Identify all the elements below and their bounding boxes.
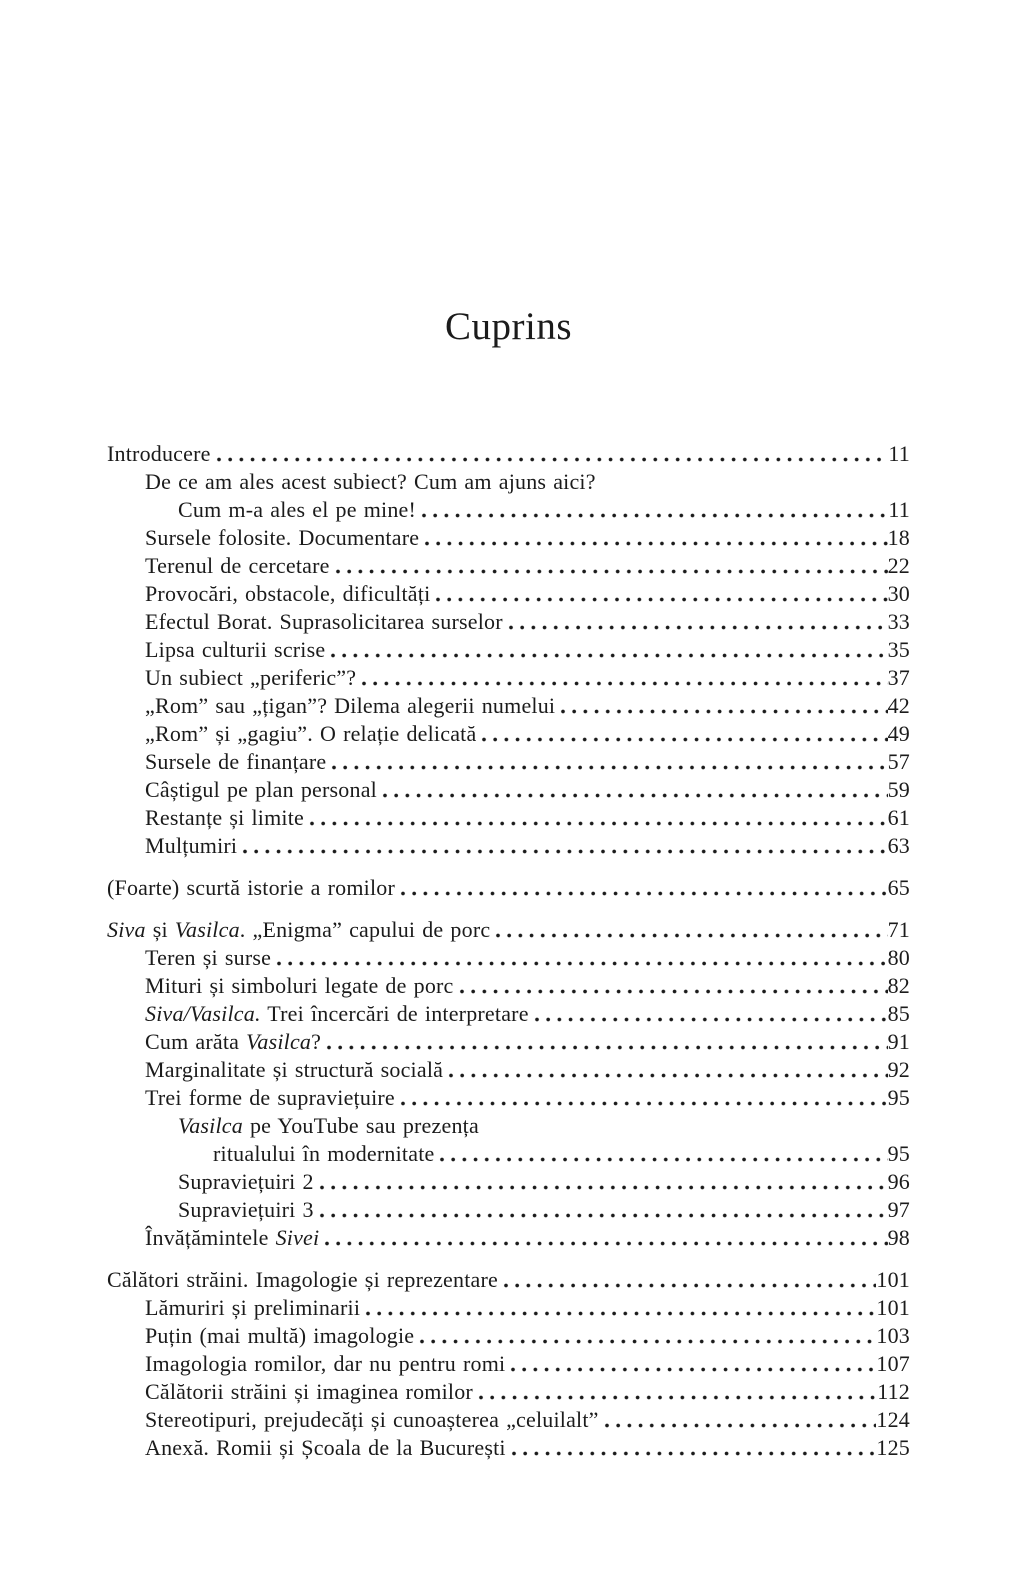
dot-leader: [318, 1196, 888, 1224]
toc-list: [107, 440, 910, 1462]
toc-entry-title: Lipsa culturii scrise: [145, 637, 326, 662]
dot-leader: [241, 832, 887, 860]
toc-entry-title: Sursele de finanțare: [145, 749, 327, 774]
dot-leader: [434, 580, 887, 608]
toc-entry: [107, 496, 910, 524]
toc-entry: [107, 440, 910, 468]
dot-leader: [420, 496, 888, 524]
toc-entry-page: 57: [887, 749, 910, 774]
dot-leader: [399, 874, 888, 902]
toc-entry-title: Imagologia romilor, dar nu pentru romi: [145, 1351, 506, 1376]
dot-leader: [364, 1294, 876, 1322]
toc-entry: [107, 1294, 910, 1322]
toc-entry-page: 63: [887, 833, 910, 858]
toc-entry-title: Teren și surse: [145, 945, 272, 970]
toc-entry-title: „Rom” sau „țigan”? Dilema alegerii numelui: [145, 693, 556, 718]
toc-entry-page: 98: [887, 1225, 910, 1250]
toc-entry-title: Mituri și simboluri legate de porc: [145, 973, 454, 998]
toc-entry-title: De ce am ales acest subiect? Cum am ajuns aici?: [145, 469, 596, 494]
toc-entry-title: Lămuriri și preliminarii: [145, 1295, 361, 1320]
toc-entry: [107, 1378, 910, 1406]
toc-entry-page: 97: [887, 1197, 910, 1222]
toc-entry-page: 33: [887, 609, 910, 634]
toc-entry: [107, 832, 910, 860]
toc-entry-page: 11: [888, 441, 910, 466]
toc-entry: [107, 1196, 910, 1224]
toc-entry-title: Puțin (mai multă) imagologie: [145, 1323, 415, 1348]
dot-leader: [275, 944, 888, 972]
toc-entry-title: Supraviețuiri 3: [178, 1197, 314, 1222]
dot-leader: [329, 636, 887, 664]
toc-entry: [107, 1224, 910, 1252]
dot-leader: [438, 1140, 887, 1168]
dot-leader: [509, 1350, 876, 1378]
toc-entry: [107, 1084, 910, 1112]
toc-entry-page: 85: [887, 1001, 910, 1026]
toc-entry-title: ritualului în modernitate: [213, 1141, 435, 1166]
toc-entry-title: Cum m-a ales el pe mine!: [178, 497, 417, 522]
toc-entry-title: Cum arăta Vasilca?: [145, 1029, 322, 1054]
dot-leader: [318, 1168, 888, 1196]
toc-entry-title: Siva/Vasilca. Trei încercări de interpretare: [145, 1001, 529, 1026]
toc-entry-page: 107: [876, 1351, 910, 1376]
toc-entry: [107, 804, 910, 832]
toc-entry: [107, 1140, 910, 1168]
toc-entry-title: Vasilca pe YouTube sau prezența: [178, 1113, 479, 1138]
toc-entry: [107, 1028, 910, 1056]
toc-entry: [107, 1350, 910, 1378]
toc-entry-title: Stereotipuri, prejudecăți și cunoașterea „celuilalt”: [145, 1407, 599, 1432]
toc-entry-page: 91: [887, 1029, 910, 1054]
toc-entry-page: 35: [887, 637, 910, 662]
dot-leader: [308, 804, 888, 832]
toc-entry-page: 65: [887, 875, 910, 900]
dot-leader: [323, 1224, 887, 1252]
toc-entry-title: Terenul de cercetare: [145, 553, 330, 578]
toc-entry-page: 71: [887, 917, 910, 942]
toc-entry-page: 101: [876, 1295, 910, 1320]
dot-leader: [480, 720, 887, 748]
toc-entry-title: Efectul Borat. Suprasolicitarea surselor: [145, 609, 503, 634]
dot-leader: [423, 524, 887, 552]
toc-entry: [107, 944, 910, 972]
toc-entry-page: 82: [887, 973, 910, 998]
dot-leader: [447, 1056, 888, 1084]
toc-entry: [107, 1056, 910, 1084]
toc-entry-page: 95: [887, 1085, 910, 1110]
toc-entry-title: Introducere: [107, 441, 211, 466]
toc-entry-title: Anexă. Romii și Școala de la București: [145, 1435, 506, 1460]
toc-entry-title: Supraviețuiri 2: [178, 1169, 314, 1194]
toc-entry: [107, 972, 910, 1000]
dot-leader: [477, 1378, 877, 1406]
toc-entry-page: 101: [876, 1267, 910, 1292]
toc-entry: [107, 1434, 910, 1462]
toc-entry: [107, 552, 910, 580]
toc-entry: [107, 1322, 910, 1350]
toc-entry-page: 30: [887, 581, 910, 606]
dot-leader: [603, 1406, 877, 1434]
page-title: Cuprins: [444, 305, 572, 348]
toc-entry: [107, 636, 910, 664]
toc-entry-page: 22: [887, 553, 910, 578]
toc-entry: [107, 1406, 910, 1434]
toc-entry-title: Călători străini. Imagologie și reprezentare: [107, 1267, 498, 1292]
toc-entry-title: Învățămintele Sivei: [145, 1225, 320, 1250]
toc-entry-title: Siva și Vasilca. „Enigma” capului de porc: [107, 917, 491, 942]
toc-entry: [107, 580, 910, 608]
toc-entry-page: 49: [887, 721, 910, 746]
toc-entry-page: 125: [876, 1435, 910, 1460]
dot-leader: [381, 776, 888, 804]
dot-leader: [334, 552, 888, 580]
toc-entry: [107, 1266, 910, 1294]
toc-entry: [107, 608, 910, 636]
toc-entry: [107, 748, 910, 776]
toc-entry-page: 61: [887, 805, 910, 830]
dot-leader: [399, 1084, 888, 1112]
toc-entry: [107, 720, 910, 748]
dot-leader: [494, 916, 887, 944]
toc-entry: [107, 692, 910, 720]
toc-entry-title: Marginalitate și structură socială: [145, 1057, 444, 1082]
toc-entry: [107, 874, 910, 902]
toc-entry-page: 95: [887, 1141, 910, 1166]
toc-entry-title: Un subiect „periferic”?: [145, 665, 357, 690]
dot-leader: [533, 1000, 888, 1028]
dot-leader: [360, 664, 887, 692]
toc-entry-page: 80: [887, 945, 910, 970]
toc-entry-title: (Foarte) scurtă istorie a romilor: [107, 875, 396, 900]
dot-leader: [507, 608, 888, 636]
toc-entry: [107, 664, 910, 692]
toc-entry: [107, 776, 910, 804]
dot-leader: [502, 1266, 876, 1294]
dot-leader: [325, 1028, 888, 1056]
toc-entry-page: 103: [876, 1323, 910, 1348]
dot-leader: [458, 972, 888, 1000]
toc-entry-page: 92: [887, 1057, 910, 1082]
toc-entry-title: Restanțe și limite: [145, 805, 304, 830]
toc-entry-page: 112: [877, 1379, 910, 1404]
toc-entry: [107, 1000, 910, 1028]
toc-entry: [107, 1168, 910, 1196]
toc-entry-page: 11: [888, 497, 910, 522]
dot-leader: [510, 1434, 877, 1462]
toc-entry: [107, 1112, 910, 1140]
toc-entry-title: Mulțumiri: [145, 833, 238, 858]
toc-entry-title: Provocări, obstacole, dificultăți: [145, 581, 431, 606]
dot-leader: [559, 692, 887, 720]
toc-entry-title: „Rom” și „gagiu”. O relație delicată: [145, 721, 477, 746]
toc-entry-page: 42: [887, 693, 910, 718]
toc-entry: [107, 468, 910, 496]
toc-entry-title: Câștigul pe plan personal: [145, 777, 377, 802]
toc-entry: [107, 916, 910, 944]
toc-entry-page: 124: [876, 1407, 910, 1432]
toc-entry-page: 37: [887, 665, 910, 690]
toc-entry-title: Trei forme de supraviețuire: [145, 1085, 395, 1110]
toc-entry: [107, 524, 910, 552]
toc-entry-title: Sursele folosite. Documentare: [145, 525, 420, 550]
dot-leader: [418, 1322, 876, 1350]
dot-leader: [215, 440, 889, 468]
toc-entry-page: 59: [887, 777, 910, 802]
toc-entry-title: Călătorii străini și imaginea romilor: [145, 1379, 473, 1404]
toc-entry-page: 96: [887, 1169, 910, 1194]
toc-entry-page: 18: [887, 525, 910, 550]
dot-leader: [330, 748, 887, 776]
